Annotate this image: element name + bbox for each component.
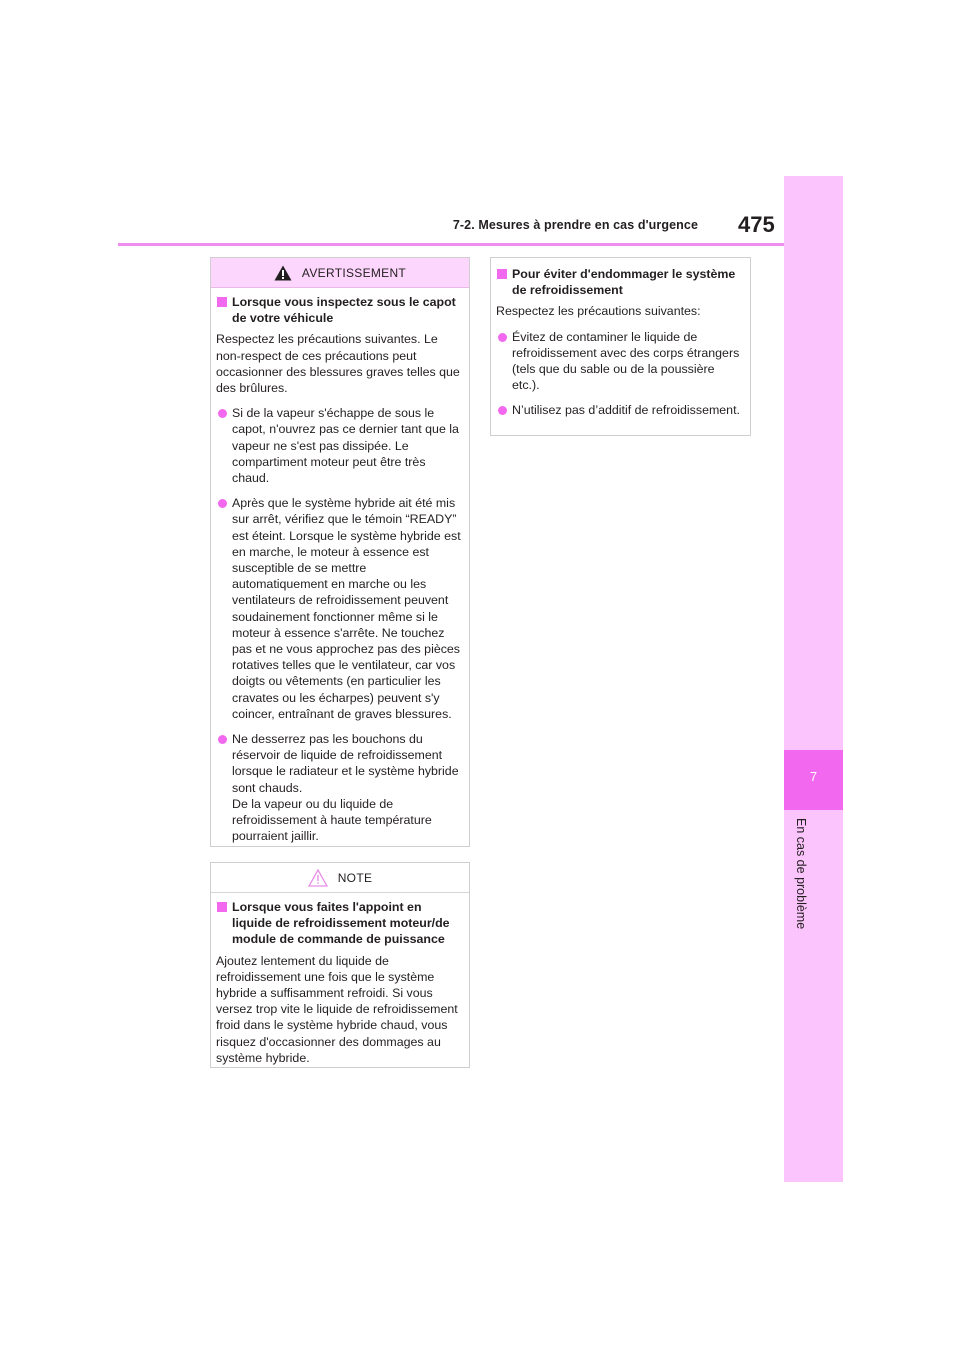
warning-bullet: Après que le système hybride ait été mis sur arrêt, vérifiez que le témoin “READY” est éteint. Lorsque le système hybride est en marche, le moteur à essence est susceptible de se mettre automatiquement en marche ou les ventilateurs de refroidissement peuvent soudainement fonctionner même si le moteur à essence s'arrête. Ne touchez pas et ne vous approchez pas des pièces rotatives telles que le ventilateur, car vos doigts ou vêtements (en particulier les cravates ou les écharpes) peuvent s'y coincer, entraînant de graves blessures. — [216, 495, 463, 722]
note-section-title: Lorsque vous faites l'appoint en liquide de refroidissement moteur/de module de commande de puissance — [216, 899, 463, 948]
caution-triangle-icon — [308, 869, 328, 887]
cooling-system-box — [490, 257, 751, 436]
square-bullet-icon — [217, 297, 227, 307]
header-divider — [118, 243, 784, 246]
note-box-header — [211, 863, 469, 893]
section-header-title: 7-2. Mesures à prendre en cas d'urgence — [452, 218, 698, 232]
chapter-number: 7 — [809, 769, 818, 784]
cooling-bullet: Évitez de contaminer le liquide de refroidissement avec des corps étrangers (tels que du sable ou de la poussière etc.). — [496, 329, 744, 394]
warning-bullet: Si de la vapeur s'échappe de sous le capot, n'ouvrez pas ce dernier tant que la vapeur ne s'est pas dissipée. Le compartiment moteur peut être très chaud. — [216, 405, 463, 486]
circle-bullet-icon — [498, 333, 507, 342]
circle-bullet-icon — [218, 409, 227, 418]
warning-box-header — [211, 258, 469, 288]
page-number: 475 — [738, 212, 775, 237]
note-box — [210, 862, 470, 1068]
note-body: Ajoutez lentement du liquide de refroidissement une fois que le système hybride a suffisamment refroidi. Si vous versez trop vite le liquide de refroidissement froid dans le système hybride chaud, vous risquez d'occasionner des dommages au système hybride. — [216, 953, 458, 1065]
circle-bullet-icon — [218, 499, 227, 508]
square-bullet-icon — [217, 902, 227, 912]
cooling-intro: Respectez les précautions suivantes: — [496, 304, 701, 319]
circle-bullet-icon — [498, 406, 507, 415]
chapter-side-strip — [784, 176, 843, 1182]
circle-bullet-icon — [218, 735, 227, 744]
warning-triangle-icon — [274, 265, 292, 281]
warning-box — [210, 257, 470, 847]
cooling-section-title: Pour éviter d'endommager le système de refroidissement — [496, 266, 744, 298]
warning-bullet: Ne desserrez pas les bouchons du réservoir de liquide de refroidissement lorsque le radiateur et le système hybride sont chauds. De la vapeur ou du liquide de refroidissement à haute température pourraient jaillir. — [216, 731, 463, 844]
chapter-title: En cas de problème — [794, 818, 808, 930]
cooling-bullet: N’utilisez pas d’additif de refroidissement. — [496, 402, 744, 418]
warning-intro: Respectez les précautions suivantes. Le non-respect de ces précautions peut occasionner des blessures graves telles que des brûlures. — [216, 332, 460, 396]
warning-heading: AVERTISSEMENT — [301, 265, 407, 280]
warning-section-title: Lorsque vous inspectez sous le capot de votre véhicule — [216, 294, 463, 326]
note-heading: NOTE — [337, 870, 373, 885]
square-bullet-icon — [497, 269, 507, 279]
